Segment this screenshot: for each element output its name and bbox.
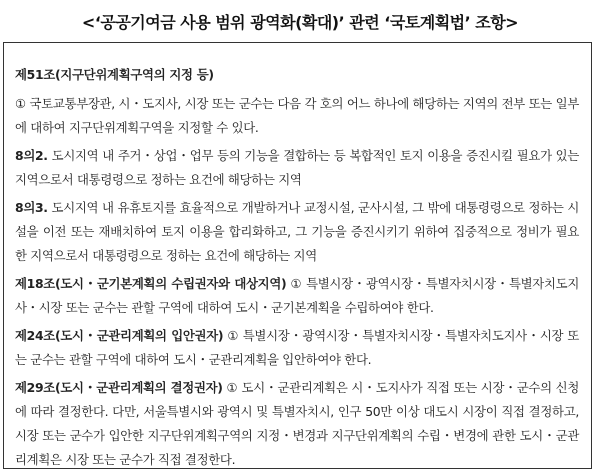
article-51-item-8-2 bbox=[15, 144, 579, 192]
article-heading: 제24조(도시・군관리계획의 입안권자) bbox=[15, 328, 224, 343]
article-51-heading bbox=[15, 63, 579, 87]
document-title: <‘공공기여금 사용 범위 광역화(확대)’ 관련 ‘국토계획법’ 조항> bbox=[81, 13, 519, 32]
clause-text: ① 도시・군관리계획은 시・도지사가 직접 또는 시장・군수의 신청에 따라 결정한다. 다만, 서울특별시와 광역시 및 특별자치시, 인구 50만 이상 대도시 시장이 직접 결정하고, 시장 또는 군수가 입안한 지구단위계획구역의 지정・변경과 지구단위계획의 수립・변경에 관한 도시・군관리계획은 시장 또는 군수가 직접 결정한다. bbox=[15, 380, 579, 467]
article-51-item-8-3 bbox=[15, 196, 579, 268]
article-heading: 제29조(도시・군관리계획의 결정권자) bbox=[15, 380, 223, 395]
item-text: 도시지역 내 유휴토지를 효율적으로 개발하거나 교정시설, 군사시설, 그 밖에 대통령령으로 정하는 시설을 이전 또는 재배치하여 토지 이용을 합리화하고, 그 기능을 증진시키기 위하여 집중적으로 정비가 필요한 지역으로서 대통령령으로 정하는 요건에 해당하는 지역 bbox=[15, 200, 579, 263]
item-text: 도시지역 내 주거・상업・업무 등의 기능을 결합하는 등 복합적인 토지 이용을 증진시킬 필요가 있는 지역으로서 대통령령으로 정하는 요건에 해당하는 지역 bbox=[15, 148, 579, 187]
clause-text: ① 특별시장・광역시장・특별자치시장・특별자치도지사・시장 또는 군수는 관할 구역에 대하여 도시・군기본계획을 수립하여야 한다. bbox=[15, 276, 579, 315]
article-29 bbox=[15, 376, 579, 472]
article-51-clause-1 bbox=[15, 92, 579, 140]
article-24 bbox=[15, 324, 579, 372]
article-heading: 제51조(지구단위계획구역의 지정 등) bbox=[15, 67, 214, 82]
clause-text: ① 특별시장・광역시장・특별자치시장・특별자치도지사・시장 또는 군수는 관할 구역에 대하여 도시・군관리계획을 입안하여야 한다. bbox=[15, 328, 579, 367]
article-18 bbox=[15, 272, 579, 320]
item-number: 8의2. bbox=[15, 148, 48, 163]
clause-text: ① 국토교통부장관, 시・도지사, 시장 또는 군수는 다음 각 호의 어느 하나에 해당하는 지역의 전부 또는 일부에 대하여 지구단위계획구역을 지정할 수 있다. bbox=[15, 96, 579, 135]
article-heading: 제18조(도시・군기본계획의 수립권자와 대상지역) bbox=[15, 276, 287, 291]
item-number: 8의3. bbox=[15, 200, 48, 215]
law-article-box bbox=[3, 42, 592, 469]
